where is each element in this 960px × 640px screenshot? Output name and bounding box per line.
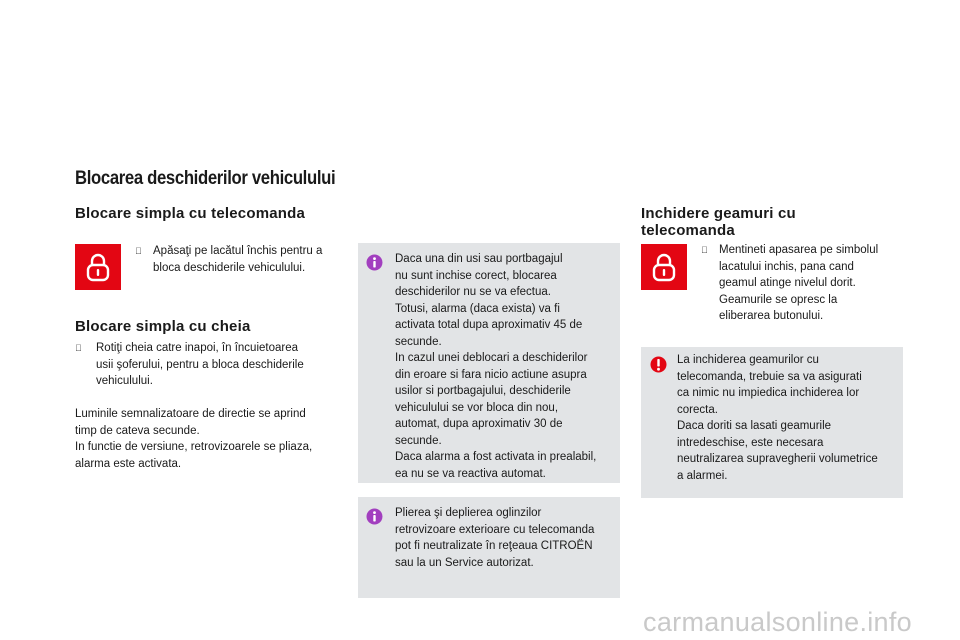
paragraph-indicators: Luminile semnalizatoare de directie se aprind timp de cateva secunde. In functie de versiune, retrovizoarele se pliaza, alarma este activata. [75,408,313,470]
warning-note-box [641,347,903,498]
padlock-closed-icon [85,252,111,282]
padlock-closed-icon [651,252,677,282]
bullet-icon [701,242,708,259]
info-note-text: Daca una din usi sau portbagajul nu sunt inchise corect, blocarea deschiderilor nu se va efectua. Totusi, alarma (daca exista) va fi activata total dupa aproximativ 45 de secunde. In cazul unei deblocari a deschiderilor din eroare si fara nicio actiune asupra usilor si portbagajului, deschiderile vehiculului se vor bloca din nou, automat, dupa aproximativ 30 de secunde. Daca alarma a fost activata in prealabil, ea nu se va reactiva automat. [395,253,597,480]
lock-button-illustration [641,244,687,290]
instruction-remote-lock: Apăsaţi pe lacătul închis pentru a bloca deschiderile vehiculului. [153,245,323,274]
section-heading-window-close: Inchidere geamuri cu telecomanda [641,205,796,239]
lock-button-illustration [75,244,121,290]
instruction-window-close: Mentineti apasarea pe simbolul lacatului inchis, pana cand geamul atinge nivelul dorit. Geamurile se opresc la eliberarea butonului. [719,244,879,322]
instruction-key-lock: Rotiţi cheia catre inapoi, în încuietoarea usii şoferului, pentru a bloca deschiderile vehiculului. [96,342,304,387]
section-heading-remote-lock: Blocare simpla cu telecomanda [75,205,306,222]
page-title: Blocarea deschiderilor vehiculului [75,168,336,189]
watermark: carmanualsonline.info [643,607,912,637]
info-icon [366,508,383,525]
warning-note-text: La inchiderea geamurilor cu telecomanda, trebuie sa va asigurati ca nimic nu impiedica inchiderea lor corecta. Daca doriti sa lasati geamurile intredeschise, este necesara neutralizarea supravegherii volumetrice a alarmei. [677,354,878,482]
bullet-icon [75,340,82,357]
info-icon [366,254,383,271]
bullet-icon [135,243,142,260]
info-note-text: Plierea şi deplierea oglinzilor retrovizoare exterioare cu telecomanda pot fi neutralizate în reţeaua CITROËN sau la un Service autorizat. [395,507,595,569]
info-note-box [358,497,620,598]
section-heading-key-lock: Blocare simpla cu cheia [75,318,251,335]
warning-icon [650,356,667,373]
info-note-box [358,243,620,483]
